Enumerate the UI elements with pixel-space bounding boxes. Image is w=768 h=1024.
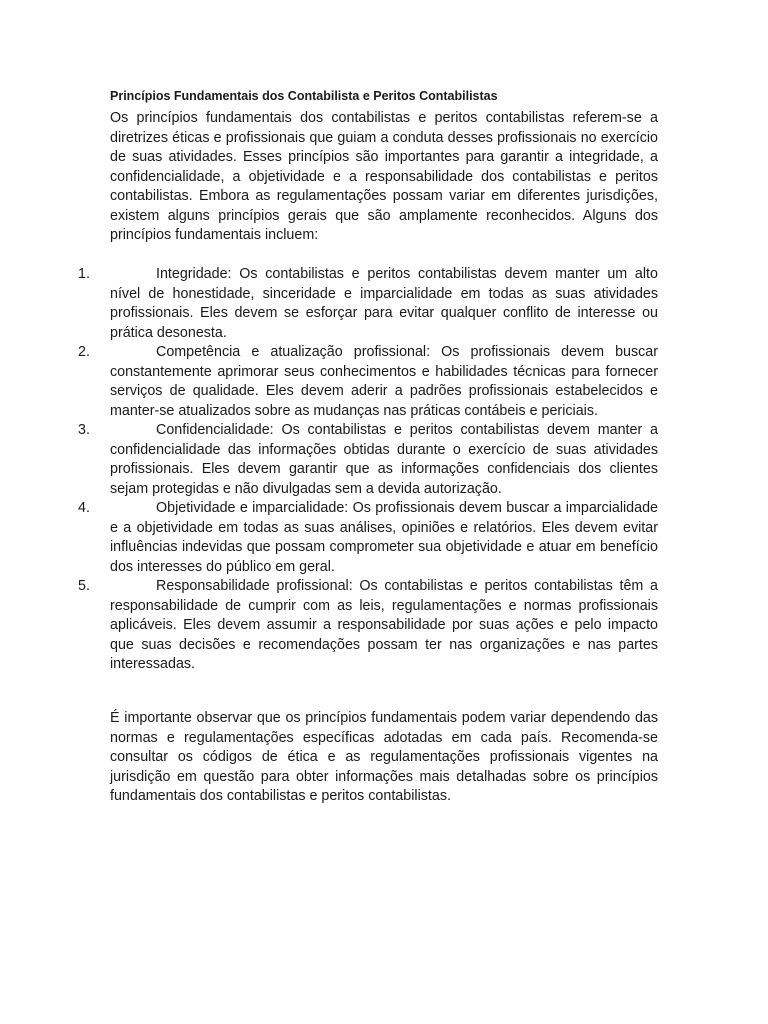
- list-item-number: 1.: [78, 266, 90, 282]
- list-item: [0, 499, 768, 577]
- list-item-number: 2.: [78, 344, 90, 360]
- list-item: [0, 421, 768, 499]
- list-item-text: Confidencialidade: Os contabilistas e peritos contabilistas devem manter a confidencialidade das informações obtidas durante o exercício de suas atividades profissionais. Eles devem garantir que as informações confidenciais dos clientes sejam protegidas e não divulgadas sem a devida autorização.: [110, 422, 658, 497]
- document-title: Princípios Fundamentais dos Contabilista e Peritos Contabilistas: [110, 89, 498, 103]
- list-item-text: Objetividade e imparcialidade: Os profissionais devem buscar a imparcialidade e a objetividade em todas as suas análises, opiniões e relatórios. Eles devem evitar influências indevidas que possam comprometer sua objetividade e atuar em benefício dos interesses do público em geral.: [110, 500, 658, 575]
- principles-list: [0, 265, 768, 675]
- list-item-number: 5.: [78, 578, 90, 594]
- list-item: [0, 343, 768, 421]
- list-item-number: 3.: [78, 422, 90, 438]
- list-item-text: Competência e atualização profissional: Os profissionais devem buscar constantemente aprimorar seus conhecimentos e habilidades técnicas para fornecer serviços de qualidade. Eles devem aderir a padrões profissionais estabelecidos e manter-se atualizados sobre as mudanças nas práticas contábeis e periciais.: [110, 344, 658, 419]
- closing-paragraph: É importante observar que os princípios fundamentais podem variar dependendo das normas e regulamentações específicas adotadas em cada país. Recomenda-se consultar os códigos de ética e as regulamentações profissionais vigentes na jurisdição em questão para obter informações mais detalhadas sobre os princípios fundamentais dos contabilistas e peritos contabilistas.: [110, 710, 658, 804]
- list-item-text: Integridade: Os contabilistas e peritos contabilistas devem manter um alto nível de honestidade, sinceridade e imparcialidade em todas as suas atividades profissionais. Eles devem se esforçar para evitar qualquer conflito de interesse ou prática desonesta.: [110, 266, 658, 341]
- list-item-text: Responsabilidade profissional: Os contabilistas e peritos contabilistas têm a responsabilidade de cumprir com as leis, regulamentações e normas profissionais aplicáveis. Eles devem assumir a responsabilidade por suas ações e pelo impacto que suas decisões e recomendações possam ter nas organizações e nas partes interessadas.: [110, 578, 658, 672]
- list-item: [0, 265, 768, 343]
- list-item-number: 4.: [78, 500, 90, 516]
- list-item: [0, 577, 768, 675]
- intro-paragraph: Os princípios fundamentais dos contabilistas e peritos contabilistas referem-se a diretrizes éticas e profissionais que guiam a conduta desses profissionais no exercício de suas atividades. Esses princípios são importantes para garantir a integridade, a confidencialidade, a objetividade e a responsabilidade dos contabilistas e peritos contabilistas. Embora as regulamentações possam variar em diferentes jurisdições, existem alguns princípios gerais que são amplamente reconhecidos. Alguns dos princípios fundamentais incluem:: [110, 110, 658, 243]
